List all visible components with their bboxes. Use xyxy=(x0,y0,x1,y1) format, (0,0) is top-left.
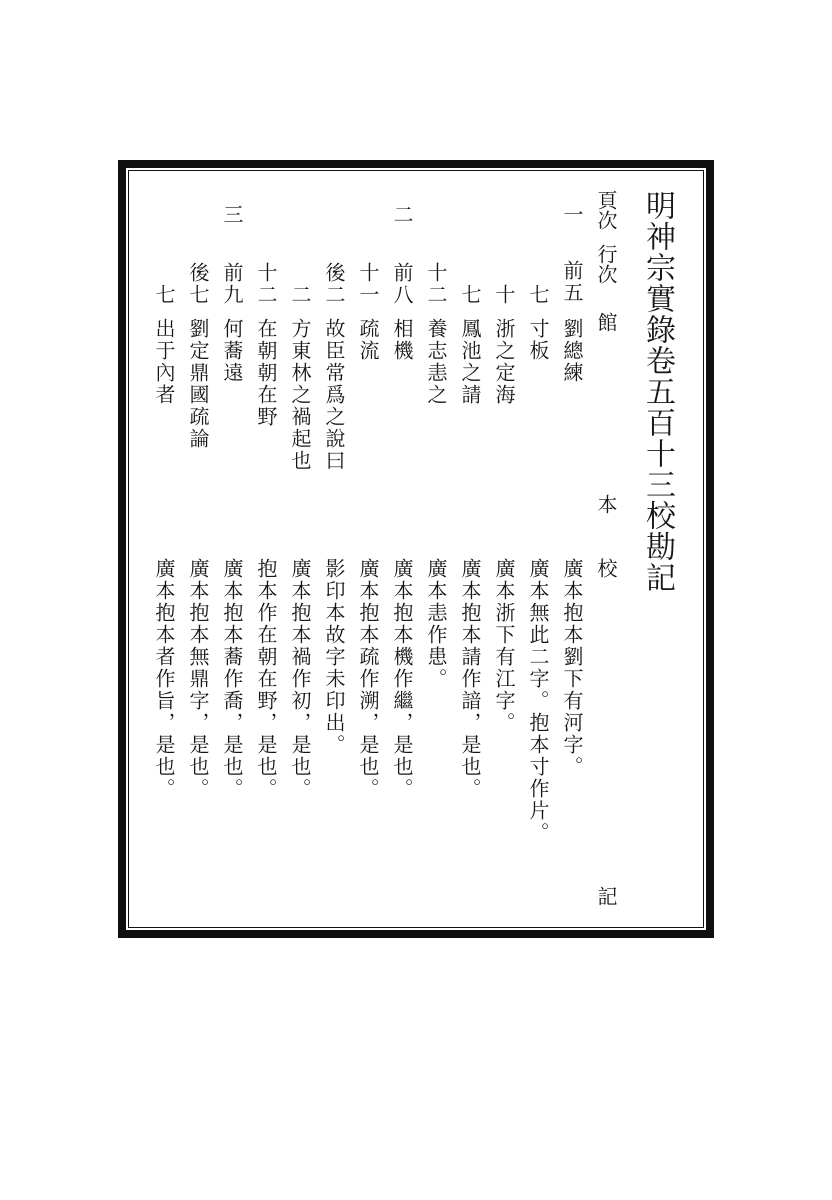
line-number: 前九 xyxy=(220,262,244,306)
collated-text: 疏流 xyxy=(356,318,380,362)
collation-note: 影印本故字未印出。 xyxy=(322,558,346,756)
collated-text: 方東林之禍起也 xyxy=(288,318,312,472)
line-number: 七 xyxy=(526,284,550,306)
header-line-column: 行次 xyxy=(594,244,618,284)
collated-text: 何蕎遠 xyxy=(220,318,244,384)
collation-note: 廣本無此二字。抱本寸作片。 xyxy=(526,558,550,844)
collated-text: 在朝朝在野 xyxy=(254,318,278,428)
page-number: 三 xyxy=(220,204,244,226)
line-number: 前五 xyxy=(560,260,584,304)
collated-text: 相機 xyxy=(390,318,414,362)
line-number: 後七 xyxy=(186,262,210,306)
line-number: 十 xyxy=(492,284,516,306)
collation-note: 廣本恚作患。 xyxy=(424,558,448,690)
line-number: 十一 xyxy=(356,262,380,306)
collation-note: 廣本抱本無鼎字，是也。 xyxy=(186,558,210,800)
header-page-column: 頁次 xyxy=(594,190,618,230)
collated-text: 出于內者 xyxy=(152,318,176,406)
header-collation: 校 xyxy=(594,558,618,578)
collation-note: 抱本作在朝在野，是也。 xyxy=(254,558,278,800)
header-hall: 館 xyxy=(594,312,618,332)
line-number: 前八 xyxy=(390,262,414,306)
line-number: 十二 xyxy=(254,262,278,306)
collation-note: 廣本抱本禍作初，是也。 xyxy=(288,558,312,800)
collation-note: 廣本抱本機作繼，是也。 xyxy=(390,558,414,800)
collated-text: 寸板 xyxy=(526,318,550,362)
page-title: 明神宗實錄卷五百十三校勘記 xyxy=(640,190,675,593)
collated-text: 故臣常爲之說曰 xyxy=(322,318,346,472)
header-base: 本 xyxy=(594,494,618,514)
page-number: 一 xyxy=(560,204,584,226)
collation-note: 廣本浙下有江字。 xyxy=(492,558,516,734)
line-number: 七 xyxy=(458,284,482,306)
collation-note: 廣本抱本劉下有河字。 xyxy=(560,558,584,778)
collation-note: 廣本抱本請作諳，是也。 xyxy=(458,558,482,800)
collated-text: 劉定鼎國疏論 xyxy=(186,318,210,450)
collated-text: 養志恚之 xyxy=(424,318,448,406)
collated-text: 浙之定海 xyxy=(492,318,516,406)
header-note: 記 xyxy=(594,886,618,906)
collated-text: 鳳池之請 xyxy=(458,318,482,406)
line-number: 後二 xyxy=(322,262,346,306)
line-number: 二 xyxy=(288,284,312,306)
collation-note: 廣本抱本蕎作喬，是也。 xyxy=(220,558,244,800)
collation-note: 廣本抱本疏作溯，是也。 xyxy=(356,558,380,800)
line-number: 十二 xyxy=(424,262,448,306)
collation-note: 廣本抱本者作旨，是也。 xyxy=(152,558,176,800)
page-number: 二 xyxy=(390,204,414,226)
line-number: 七 xyxy=(152,284,176,306)
collated-text: 劉總練 xyxy=(560,318,584,384)
